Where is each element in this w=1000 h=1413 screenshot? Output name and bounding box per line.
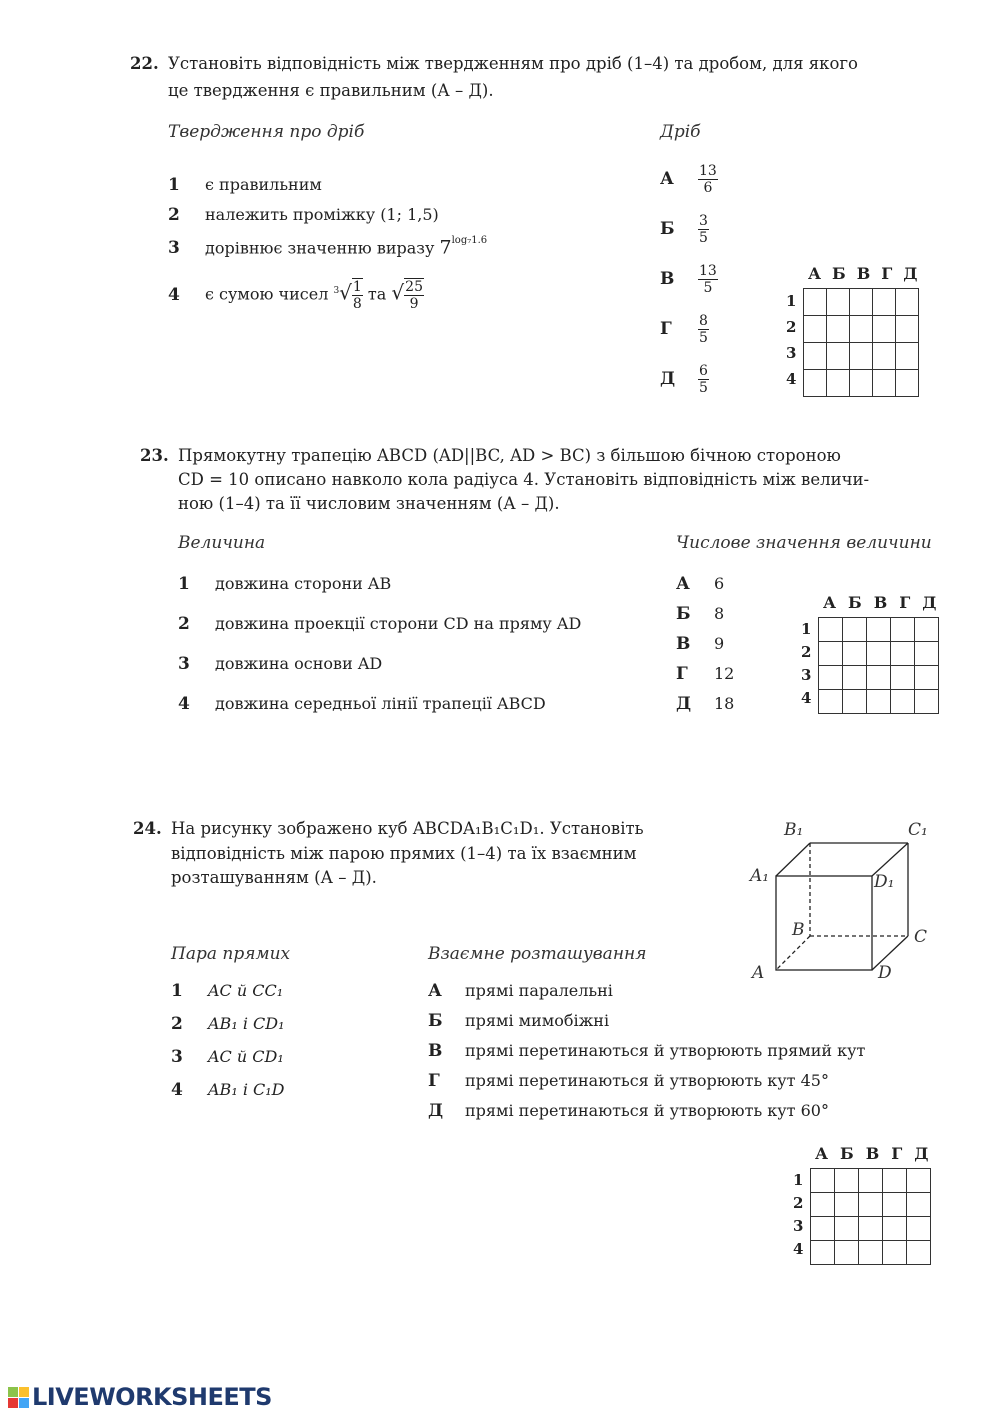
q24-text-2: відповідність між парою прямих (1–4) та їх взаємним <box>171 844 637 863</box>
answer-cell[interactable] <box>835 1217 859 1241</box>
cube-label-c: C <box>914 927 928 947</box>
item-text: AC й CC₁ <box>208 981 284 1000</box>
option-text: прямі перетинаються й утворюють прямий кут <box>465 1041 866 1060</box>
q23-text: Прямокутну трапецію ABCD (AD||BC, AD > BC) з більшою бічною стороною <box>178 446 841 465</box>
q22-item <box>168 233 487 260</box>
q22-item <box>168 278 424 312</box>
numerator: 6 <box>699 363 708 379</box>
q24-item <box>171 1045 284 1069</box>
q23-right-header: Числове значення величини <box>676 533 932 553</box>
answer-cell[interactable] <box>811 1241 835 1265</box>
q22-text-2: це твердження є правильним (А – Д). <box>168 81 494 100</box>
answer-cell[interactable] <box>835 1169 859 1193</box>
q24-left-header: Пара прямих <box>171 944 291 964</box>
grid-row-label: 4 <box>786 370 797 388</box>
answer-cell[interactable] <box>891 690 915 714</box>
answer-cell[interactable] <box>827 370 850 397</box>
item-text: AB₁ і C₁D <box>208 1080 285 1099</box>
option-text: прямі паралельні <box>465 981 613 1000</box>
liveworksheets-logo <box>8 1383 272 1411</box>
answer-cell[interactable] <box>883 1193 907 1217</box>
answer-cell[interactable] <box>850 289 873 316</box>
expr-base: 7 <box>439 236 452 259</box>
root-index: 3 <box>333 286 340 297</box>
q23-item <box>178 652 382 676</box>
numerator: 13 <box>699 163 717 179</box>
denominator: 8 <box>352 296 362 312</box>
q23-option <box>676 692 734 716</box>
q24-item <box>171 979 283 1003</box>
answer-cell[interactable] <box>891 666 915 690</box>
item-text: довжина проекції сторони CD на пряму AD <box>215 614 582 633</box>
answer-cell[interactable] <box>804 370 827 397</box>
answer-cell[interactable] <box>867 618 891 642</box>
denominator: 9 <box>409 296 419 312</box>
item-text: є правильним <box>205 175 322 194</box>
numerator: 1 <box>352 279 362 295</box>
q23-answer-grid <box>818 617 939 714</box>
answer-cell[interactable] <box>883 1241 907 1265</box>
item-number: 3 <box>168 238 180 259</box>
answer-cell[interactable] <box>883 1217 907 1241</box>
option-letter: Д <box>660 369 676 389</box>
q23-text-3: ною (1–4) та її числовим значенням (А – Д). <box>178 494 560 513</box>
item-text: дорівнює значенню виразу <box>205 238 440 258</box>
q23-answer-grid-column-headers: АБВГД <box>823 593 949 612</box>
grid-row-label: 3 <box>793 1216 804 1235</box>
answer-cell[interactable] <box>819 666 843 690</box>
option-letter: Б <box>428 1011 443 1031</box>
expr-exponent: log₇1.6 <box>451 235 488 246</box>
q24-answer-grid <box>810 1168 931 1265</box>
grid-row-label: 2 <box>801 642 812 661</box>
answer-cell[interactable] <box>896 370 919 397</box>
option-letter: Д <box>428 1101 444 1121</box>
option-text: прямі перетинаються й утворюють кут 45° <box>465 1071 829 1090</box>
option-letter: А <box>428 981 442 1001</box>
item-text: AC й CD₁ <box>208 1047 284 1066</box>
answer-cell[interactable] <box>873 343 896 370</box>
q23-option <box>676 602 724 626</box>
answer-cell[interactable] <box>873 316 896 343</box>
item-text: довжина сторони AB <box>215 574 392 593</box>
q22-answer-grid-column-headers: АБВГД <box>808 264 929 283</box>
answer-cell[interactable] <box>850 343 873 370</box>
answer-cell[interactable] <box>804 289 827 316</box>
item-number: 1 <box>168 175 180 195</box>
cube-label-b1: B₁ <box>784 820 804 840</box>
cube-label-d1: D₁ <box>874 872 895 892</box>
option-value: 6 <box>714 574 725 593</box>
q24-text-3: розташуванням (А – Д). <box>171 868 377 887</box>
option-value: 8 <box>714 604 725 623</box>
fraction <box>404 278 424 312</box>
answer-cell[interactable] <box>873 289 896 316</box>
item-text: довжина основи AD <box>215 654 383 673</box>
q24-number: 24. <box>133 819 162 838</box>
q23-left-header: Величина <box>178 533 266 553</box>
q22-left-header: Твердження про дріб <box>168 122 365 142</box>
grid-row-label: 3 <box>786 344 797 362</box>
answer-cell[interactable] <box>811 1193 835 1217</box>
q22-item <box>168 173 322 197</box>
answer-cell[interactable] <box>915 690 939 714</box>
numerator: 25 <box>405 279 423 295</box>
q23-option <box>676 662 734 686</box>
answer-cell[interactable] <box>843 618 867 642</box>
q24-option <box>428 1039 865 1063</box>
item-number: 2 <box>168 205 180 225</box>
item-number: 2 <box>178 614 190 634</box>
item-number: 4 <box>171 1080 183 1100</box>
option-letter: Г <box>428 1071 440 1091</box>
item-number: 1 <box>178 574 190 594</box>
answer-cell[interactable] <box>883 1169 907 1193</box>
option-letter: Д <box>676 694 692 714</box>
cube-label-d: D <box>878 963 892 983</box>
q22-item <box>168 203 439 227</box>
answer-cell[interactable] <box>859 1169 883 1193</box>
denominator: 5 <box>699 230 708 246</box>
q23-number: 23. <box>140 446 169 465</box>
answer-cell[interactable] <box>811 1217 835 1241</box>
fraction <box>698 213 709 246</box>
q23-option <box>676 572 724 596</box>
grid-row-label: 2 <box>786 318 797 336</box>
radical-icon: √ <box>339 280 352 305</box>
logo-text: LIVEWORKSHEETS <box>32 1383 272 1411</box>
item-number: 3 <box>178 654 190 674</box>
q23-option <box>676 632 724 656</box>
answer-cell[interactable] <box>819 642 843 666</box>
q22-option <box>660 313 709 346</box>
fraction <box>698 313 709 346</box>
answer-cell[interactable] <box>891 642 915 666</box>
grid-row-label: 1 <box>786 292 797 310</box>
q23-item <box>178 572 391 596</box>
option-letter: Б <box>660 219 675 239</box>
fraction <box>698 263 718 296</box>
option-text: прямі перетинаються й утворюють кут 60° <box>465 1101 829 1120</box>
q22-right-header: Дріб <box>660 122 701 142</box>
fraction <box>352 278 363 312</box>
numerator: 13 <box>699 263 717 279</box>
item-text: є сумою чисел <box>205 284 334 304</box>
answer-cell[interactable] <box>819 690 843 714</box>
option-text: прямі мимобіжні <box>465 1011 610 1030</box>
numerator: 3 <box>699 213 708 229</box>
option-letter: В <box>676 634 691 654</box>
q24-answer-grid-column-headers: АБВГД <box>815 1144 941 1163</box>
q22-number: 22. <box>130 54 159 73</box>
answer-cell[interactable] <box>859 1241 883 1265</box>
option-letter: А <box>676 574 690 594</box>
option-letter: А <box>660 169 674 189</box>
answer-cell[interactable] <box>811 1169 835 1193</box>
fraction <box>698 163 718 196</box>
item-text: AB₁ і CD₁ <box>208 1014 285 1033</box>
q22-option <box>660 213 709 246</box>
grid-row-label: 1 <box>801 619 812 638</box>
item-number: 4 <box>178 694 190 714</box>
option-value: 18 <box>714 694 735 713</box>
fraction <box>698 363 709 396</box>
option-letter: Б <box>676 604 691 624</box>
item-text: належить проміжку (1; 1,5) <box>205 205 439 224</box>
answer-cell[interactable] <box>859 1217 883 1241</box>
q24-option <box>428 979 613 1003</box>
q24-option <box>428 1009 609 1033</box>
answer-cell[interactable] <box>835 1193 859 1217</box>
answer-cell[interactable] <box>896 289 919 316</box>
denominator: 6 <box>703 180 713 196</box>
option-value: 9 <box>714 634 725 653</box>
answer-cell[interactable] <box>827 343 850 370</box>
option-letter: В <box>428 1041 443 1061</box>
answer-cell[interactable] <box>804 316 827 343</box>
item-text: довжина середньої лінії трапеції ABCD <box>215 694 546 713</box>
denominator: 5 <box>703 280 713 296</box>
answer-cell[interactable] <box>907 1217 931 1241</box>
answer-cell[interactable] <box>867 690 891 714</box>
answer-cell[interactable] <box>907 1169 931 1193</box>
answer-cell[interactable] <box>819 618 843 642</box>
cube-label-b: B <box>792 920 805 940</box>
grid-row-label: 3 <box>801 665 812 684</box>
grid-row-label: 4 <box>801 688 812 707</box>
answer-cell[interactable] <box>915 618 939 642</box>
option-letter: В <box>660 269 675 289</box>
answer-cell[interactable] <box>907 1193 931 1217</box>
grid-row-label: 4 <box>793 1239 804 1258</box>
item-number: 4 <box>168 284 180 305</box>
denominator: 5 <box>699 380 708 396</box>
q24-right-header: Взаємне розташування <box>428 944 647 964</box>
item-number: 3 <box>171 1047 183 1067</box>
cube-label-a: A <box>752 963 765 983</box>
connector: та <box>362 284 392 304</box>
q23-item <box>178 612 581 636</box>
answer-cell[interactable] <box>907 1241 931 1265</box>
q22-text: Установіть відповідність між твердженням про дріб (1–4) та дробом, для якого <box>168 54 858 73</box>
answer-cell[interactable] <box>867 666 891 690</box>
item-number: 2 <box>171 1014 183 1034</box>
q23-text-2: CD = 10 описано навколо кола радіуса 4. Установіть відповідність між величи- <box>178 470 870 489</box>
answer-cell[interactable] <box>850 316 873 343</box>
cube-label-c1: C₁ <box>908 820 928 840</box>
answer-cell[interactable] <box>843 666 867 690</box>
option-value: 12 <box>714 664 735 683</box>
q22-option <box>660 363 709 396</box>
answer-cell[interactable] <box>827 316 850 343</box>
answer-cell[interactable] <box>915 666 939 690</box>
answer-cell[interactable] <box>896 343 919 370</box>
q22-option <box>660 263 718 296</box>
option-letter: Г <box>676 664 688 684</box>
answer-cell[interactable] <box>891 618 915 642</box>
q24-option <box>428 1099 829 1123</box>
answer-cell[interactable] <box>896 316 919 343</box>
item-number: 1 <box>171 981 183 1001</box>
answer-cell[interactable] <box>843 690 867 714</box>
grid-row-label: 2 <box>793 1193 804 1212</box>
answer-cell[interactable] <box>873 370 896 397</box>
q23-item <box>178 692 546 716</box>
logo-badge-icon <box>8 1387 29 1408</box>
answer-cell[interactable] <box>804 343 827 370</box>
answer-cell[interactable] <box>859 1193 883 1217</box>
q24-text: На рисунку зображено куб ABCDA₁B₁C₁D₁. Установіть <box>171 819 644 838</box>
q24-option <box>428 1069 829 1093</box>
cube-label-a1: A₁ <box>750 866 770 886</box>
q22-answer-grid <box>803 288 919 397</box>
q24-item <box>171 1078 285 1102</box>
denominator: 5 <box>699 330 708 346</box>
option-letter: Г <box>660 319 672 339</box>
numerator: 8 <box>699 313 708 329</box>
answer-cell[interactable] <box>867 642 891 666</box>
radical-icon: √ <box>391 280 405 305</box>
answer-cell[interactable] <box>843 642 867 666</box>
answer-cell[interactable] <box>827 289 850 316</box>
q22-option <box>660 163 718 196</box>
answer-cell[interactable] <box>915 642 939 666</box>
answer-cell[interactable] <box>835 1241 859 1265</box>
grid-row-label: 1 <box>793 1170 804 1189</box>
answer-cell[interactable] <box>850 370 873 397</box>
q24-item <box>171 1012 285 1036</box>
